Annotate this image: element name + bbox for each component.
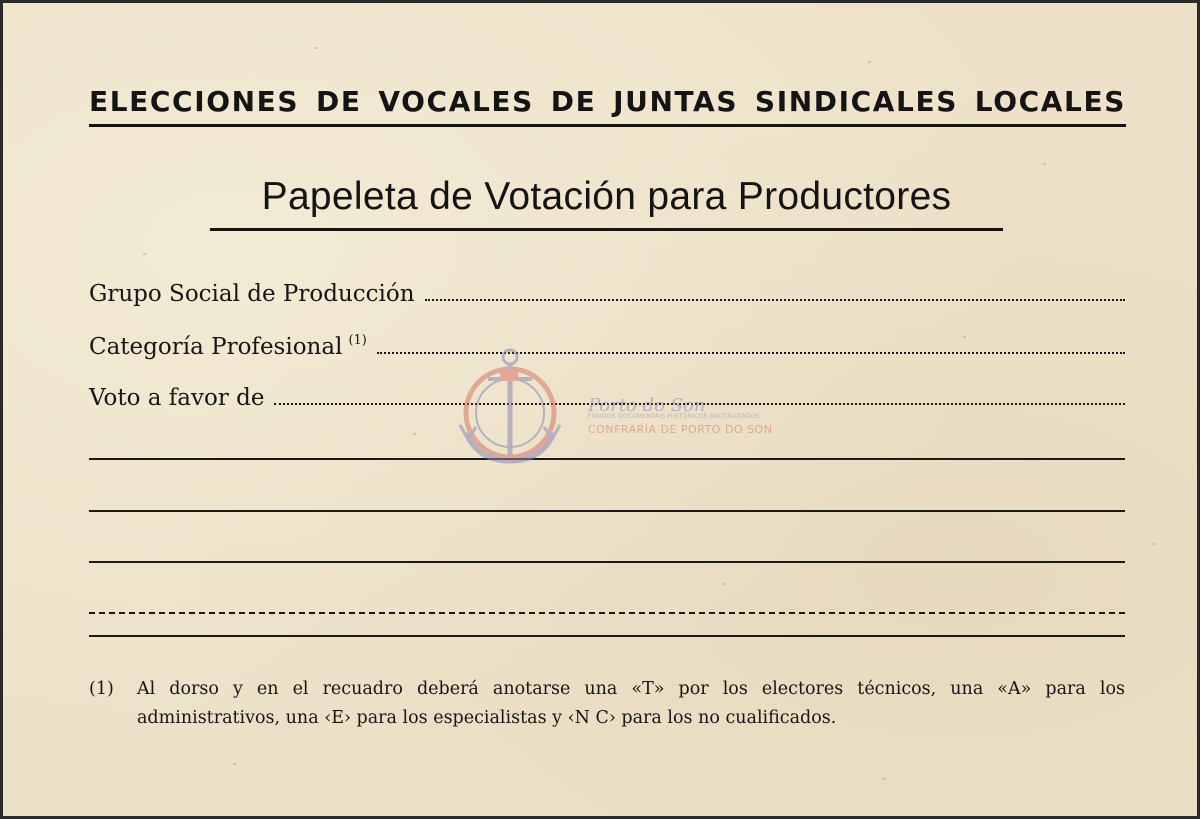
field-label <box>89 333 367 360</box>
archive-watermark <box>458 343 773 483</box>
paper-speck <box>883 778 886 780</box>
blank-write-line[interactable] <box>89 561 1125 563</box>
paper-speck <box>143 253 146 255</box>
paper-speck <box>1153 543 1156 545</box>
blank-write-line[interactable] <box>89 510 1125 512</box>
dotted-fill-line[interactable] <box>425 299 1125 301</box>
field-label: Grupo Social de Producción <box>89 281 415 307</box>
footnote-text: Al dorso y en el recuadro deberá anotarse una «T» por los electores técnicos, una «A» para los administrativos, una ‹E› para los especialistas y ‹N C› para los no cualificados. <box>137 679 1125 728</box>
heading-underline <box>89 124 1126 127</box>
field-label: Voto a favor de <box>89 385 265 411</box>
footnote-reference: (1) <box>348 333 367 348</box>
anchor-icon <box>458 343 568 483</box>
paper-speck <box>413 433 416 435</box>
footnote-marker: (1) <box>89 679 114 699</box>
blank-write-line[interactable] <box>89 612 1125 614</box>
field-label-text: Categoría Profesional <box>89 334 343 360</box>
paper-speck <box>1043 163 1046 165</box>
ballot-title: Papeleta de Votación para Productores <box>261 175 952 218</box>
title-underline <box>210 228 1003 231</box>
paper-speck <box>315 47 318 49</box>
paper-speck <box>723 583 726 585</box>
field-grupo-social <box>89 281 1125 307</box>
footnote <box>89 675 1125 733</box>
watermark-org: CONFRARÍA DE PORTO DO SON <box>588 423 773 436</box>
paper-speck <box>868 61 871 63</box>
election-heading: ELECCIONES DE VOCALES DE JUNTAS SINDICALES LOCALES <box>89 85 1126 118</box>
paper-speck <box>233 763 236 765</box>
watermark-brand: Porto do Son <box>588 395 706 416</box>
closing-rule <box>89 635 1125 637</box>
watermark-subtitle: FONDOS DOCUMENTAIS HISTÓRICOS DIXITALIZADOS <box>588 413 760 420</box>
